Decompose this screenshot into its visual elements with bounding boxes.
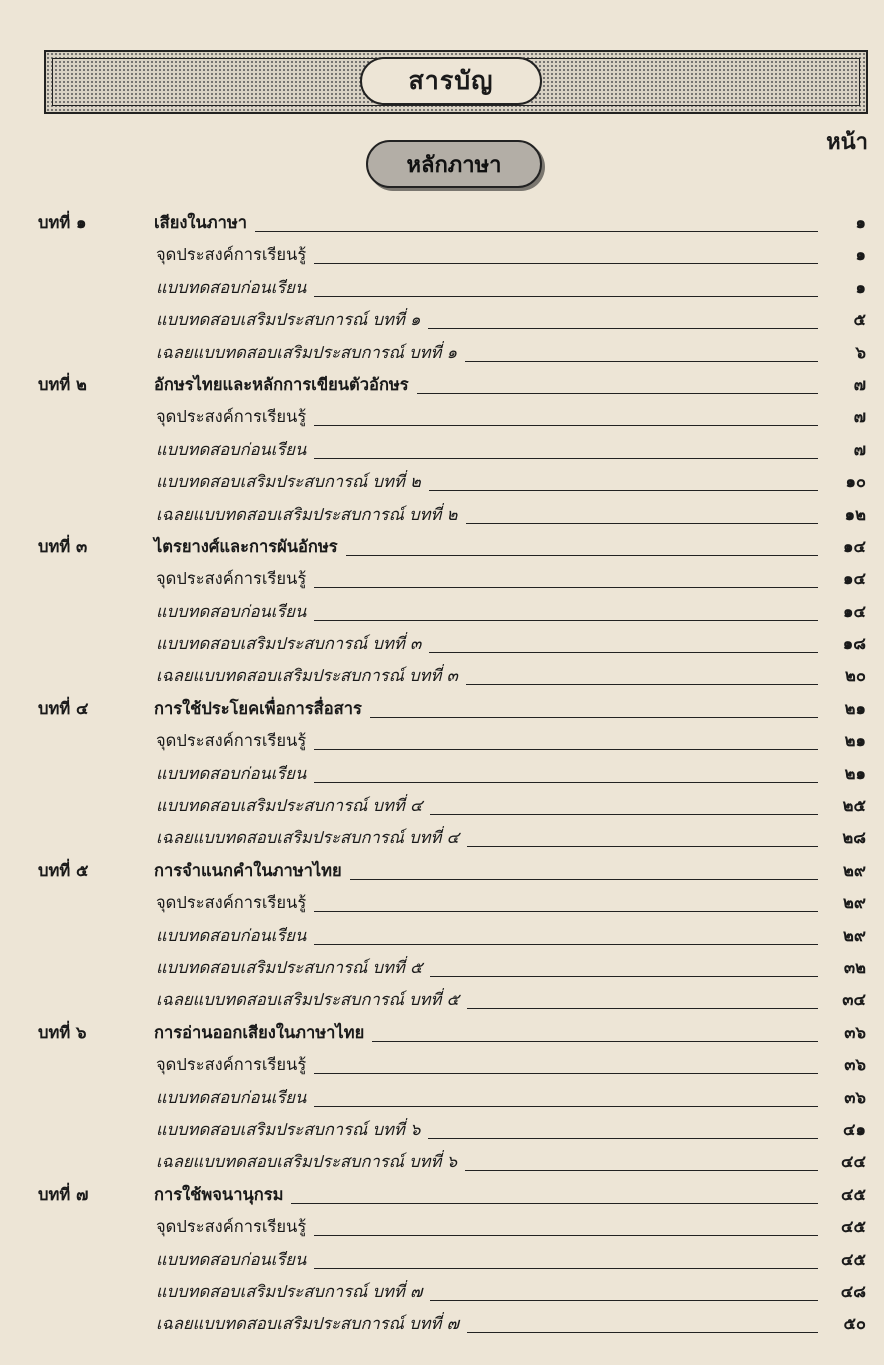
- page-number: ๓๖: [844, 1087, 866, 1107]
- toc-entry: [156, 955, 818, 981]
- page-title: สารบัญ: [360, 57, 542, 105]
- toc-entry: [156, 825, 818, 851]
- leader-line: [428, 1137, 818, 1139]
- item-title: แบบทดสอบก่อนเรียน: [156, 763, 307, 783]
- chapter-label: บทที่ ๑: [38, 213, 87, 232]
- leader-line: [291, 1202, 818, 1204]
- leader-line: [467, 1007, 818, 1009]
- toc-entry: [156, 631, 818, 657]
- leader-line: [465, 1169, 818, 1171]
- toc-item-row: [0, 1145, 884, 1177]
- toc-entry: [156, 1117, 818, 1143]
- toc-chapter-row: [0, 854, 884, 886]
- chapter-label: บทที่ ๗: [38, 1184, 89, 1204]
- toc-item-row: [0, 789, 884, 821]
- toc-entry: [156, 1085, 818, 1111]
- item-title: จุดประสงค์การเรียนรู้: [156, 569, 307, 589]
- toc-chapter-row: [0, 530, 884, 562]
- page-number: ๗: [853, 439, 866, 459]
- toc-entry: [156, 1052, 818, 1078]
- page-number: ๗: [853, 374, 866, 394]
- page-number: ๒๑: [844, 763, 866, 783]
- toc-item-row: [0, 562, 884, 594]
- toc-entry: [156, 1279, 818, 1305]
- toc-entry: [156, 340, 818, 366]
- leader-line: [350, 878, 818, 880]
- toc-item-row: [0, 724, 884, 756]
- chapter-label: บทที่ ๖: [38, 1022, 87, 1042]
- leader-line: [428, 327, 818, 329]
- toc-item-row: [0, 951, 884, 983]
- leader-line: [372, 1040, 818, 1042]
- leader-line: [430, 813, 818, 815]
- page-number: ๑: [855, 245, 866, 265]
- page-number: ๔๕: [841, 1249, 866, 1269]
- item-title: จุดประสงค์การเรียนรู้: [156, 1055, 307, 1075]
- page-number: ๑๘: [842, 634, 866, 654]
- toc-entry: [156, 890, 818, 916]
- item-title: เฉลยแบบทดสอบเสริมประสบการณ์ บทที่ ๓: [156, 666, 458, 686]
- toc-item-row: [0, 821, 884, 853]
- chapter-title: อักษรไทยและหลักการเขียนตัวอักษร: [154, 374, 409, 394]
- item-title: เฉลยแบบทดสอบเสริมประสบการณ์ บทที่ ๒: [156, 504, 458, 524]
- page-number: ๕: [853, 310, 866, 330]
- leader-line: [346, 554, 818, 556]
- item-title: เฉลยแบบทดสอบเสริมประสบการณ์ บทที่ ๕: [156, 990, 460, 1010]
- page-number: ๒๙: [843, 925, 866, 945]
- page-number: ๒๙: [843, 860, 866, 880]
- leader-line: [314, 424, 818, 426]
- item-title: เฉลยแบบทดสอบเสริมประสบการณ์ บทที่ ๖: [156, 1152, 458, 1172]
- chapter-label: บทที่ ๔: [38, 698, 89, 718]
- toc-chapter-row: [0, 368, 884, 400]
- toc-entry: [154, 1182, 818, 1208]
- leader-line: [314, 1105, 818, 1107]
- toc-entry: [156, 599, 818, 625]
- leader-line: [314, 781, 818, 783]
- item-title: เฉลยแบบทดสอบเสริมประสบการณ์ บทที่ ๑: [156, 342, 458, 362]
- item-title: แบบทดสอบเสริมประสบการณ์ บทที่ ๗: [156, 1281, 423, 1301]
- item-title: แบบทดสอบเสริมประสบการณ์ บทที่ ๑: [156, 310, 421, 330]
- toc-entry: [156, 1149, 818, 1175]
- toc-entry: [154, 534, 818, 560]
- toc-item-row: [0, 336, 884, 368]
- toc-item-row: [0, 465, 884, 497]
- item-title: แบบทดสอบก่อนเรียน: [156, 1087, 307, 1107]
- toc-entry: [156, 566, 818, 592]
- toc-entry: [156, 1214, 818, 1240]
- item-title: แบบทดสอบเสริมประสบการณ์ บทที่ ๓: [156, 634, 422, 654]
- leader-line: [466, 683, 818, 685]
- toc-entry: [156, 1311, 818, 1337]
- item-title: แบบทดสอบก่อนเรียน: [156, 1249, 307, 1269]
- page-column-label: หน้า: [826, 129, 868, 155]
- item-title: แบบทดสอบเสริมประสบการณ์ บทที่ ๒: [156, 472, 421, 492]
- item-title: แบบทดสอบก่อนเรียน: [156, 925, 307, 945]
- toc-entry: [156, 663, 818, 689]
- leader-line: [314, 619, 818, 621]
- leader-line: [314, 910, 818, 912]
- page-number: ๔๘: [840, 1281, 866, 1301]
- page-number: ๔๕: [841, 1184, 866, 1204]
- page-number: ๑๔: [843, 601, 866, 621]
- leader-line: [314, 1267, 818, 1269]
- toc-entry: [156, 437, 818, 463]
- leader-line: [430, 975, 818, 977]
- toc-item-row: [0, 400, 884, 432]
- toc-entry: [156, 793, 818, 819]
- chapter-title: เสียงในภาษา: [154, 213, 248, 232]
- leader-line: [417, 392, 818, 394]
- item-title: จุดประสงค์การเรียนรู้: [156, 245, 307, 265]
- toc-item-row: [0, 1081, 884, 1113]
- page-number: ๑๒: [844, 504, 866, 524]
- leader-line: [429, 651, 818, 653]
- chapter-title: ไตรยางศ์และการผันอักษร: [154, 536, 338, 556]
- page-number: ๒๐: [845, 666, 866, 686]
- leader-line: [314, 1072, 818, 1074]
- toc-item-row: [0, 1210, 884, 1242]
- toc-entry: [156, 242, 818, 268]
- toc-item-row: [0, 303, 884, 335]
- toc-item-row: [0, 919, 884, 951]
- toc-entry: [154, 1020, 818, 1046]
- toc-entry: [154, 858, 818, 884]
- toc-entry: [156, 275, 818, 301]
- page-number: ๗: [853, 407, 866, 427]
- toc-item-row: [0, 1113, 884, 1145]
- page-number: ๓๒: [843, 957, 866, 977]
- page-number: ๑๔: [843, 536, 866, 556]
- toc-entry: [154, 696, 818, 722]
- toc-chapter-row: [0, 206, 884, 238]
- item-title: เฉลยแบบทดสอบเสริมประสบการณ์ บทที่ ๔: [156, 828, 460, 848]
- chapter-label: บทที่ ๕: [38, 860, 89, 880]
- toc-entry: [156, 404, 818, 430]
- leader-line: [314, 943, 818, 945]
- chapter-label: บทที่ ๓: [38, 536, 88, 556]
- toc-item-row: [0, 433, 884, 465]
- toc-item-row: [0, 1243, 884, 1275]
- page-number: ๓๖: [844, 1022, 866, 1042]
- page-number: ๑๔: [843, 569, 866, 589]
- leader-line: [467, 1331, 818, 1333]
- leader-line: [314, 586, 818, 588]
- leader-line: [314, 1234, 818, 1236]
- toc-item-row: [0, 595, 884, 627]
- page-number: ๒๑: [844, 731, 866, 751]
- page-number: ๕๐: [843, 1314, 866, 1334]
- item-title: แบบทดสอบเสริมประสบการณ์ บทที่ ๔: [156, 796, 423, 816]
- toc-item-row: [0, 238, 884, 270]
- toc-entry: [156, 987, 818, 1013]
- toc-chapter-row: [0, 1016, 884, 1048]
- toc-item-row: [0, 498, 884, 530]
- page-number: ๔๕: [841, 1217, 866, 1237]
- toc-entry: [156, 761, 818, 787]
- leader-line: [465, 360, 818, 362]
- page-number: ๓๖: [844, 1055, 866, 1075]
- chapter-title: การใช้ประโยคเพื่อการสื่อสาร: [154, 698, 362, 718]
- page-number: ๑๐: [845, 472, 866, 492]
- page-number: ๒๕: [842, 796, 866, 816]
- chapter-title: การจำแนกคำในภาษาไทย: [154, 860, 342, 880]
- table-of-contents: [0, 206, 884, 1340]
- leader-line: [255, 230, 818, 232]
- item-title: แบบทดสอบก่อนเรียน: [156, 277, 307, 297]
- item-title: เฉลยแบบทดสอบเสริมประสบการณ์ บทที่ ๗: [156, 1314, 460, 1334]
- leader-line: [370, 716, 818, 718]
- leader-line: [314, 295, 818, 297]
- chapter-title: การใช้พจนานุกรม: [154, 1184, 284, 1204]
- item-title: แบบทดสอบก่อนเรียน: [156, 601, 307, 621]
- item-title: จุดประสงค์การเรียนรู้: [156, 893, 307, 913]
- leader-line: [314, 262, 818, 264]
- leader-line: [314, 457, 818, 459]
- toc-entry: [156, 307, 818, 333]
- item-title: แบบทดสอบก่อนเรียน: [156, 439, 307, 459]
- item-title: จุดประสงค์การเรียนรู้: [156, 407, 307, 427]
- leader-line: [467, 845, 818, 847]
- page-number: ๔๔: [841, 1152, 866, 1172]
- page-number: ๔๑: [843, 1119, 866, 1139]
- leader-line: [429, 489, 818, 491]
- page-number: ๖: [855, 342, 866, 362]
- page-number: ๒๙: [843, 893, 866, 913]
- leader-line: [466, 522, 819, 524]
- chapter-label: บทที่ ๒: [38, 374, 87, 394]
- toc-chapter-row: [0, 1178, 884, 1210]
- item-title: จุดประสงค์การเรียนรู้: [156, 1217, 307, 1237]
- toc-entry: [156, 1247, 818, 1273]
- toc-item-row: [0, 659, 884, 691]
- toc-entry: [156, 469, 818, 495]
- page-number: ๓๔: [842, 990, 866, 1010]
- leader-line: [430, 1299, 818, 1301]
- toc-item-row: [0, 271, 884, 303]
- toc-item-row: [0, 757, 884, 789]
- toc-item-row: [0, 1307, 884, 1339]
- toc-entry: [156, 923, 818, 949]
- leader-line: [314, 748, 818, 750]
- toc-entry: [156, 502, 818, 528]
- toc-item-row: [0, 1275, 884, 1307]
- toc-item-row: [0, 1048, 884, 1080]
- chapter-title: การอ่านออกเสียงในภาษาไทย: [154, 1022, 365, 1042]
- toc-item-row: [0, 983, 884, 1015]
- page-number: ๒๑: [844, 698, 866, 718]
- toc-entry: [154, 372, 818, 398]
- page-number: ๑: [855, 277, 866, 297]
- item-title: แบบทดสอบเสริมประสบการณ์ บทที่ ๕: [156, 957, 423, 977]
- page-number: ๑: [855, 213, 866, 232]
- toc-entry: [156, 728, 818, 754]
- page-number: ๒๘: [842, 828, 866, 848]
- section-title: หลักภาษา: [366, 140, 542, 188]
- item-title: แบบทดสอบเสริมประสบการณ์ บทที่ ๖: [156, 1119, 421, 1139]
- toc-chapter-row: [0, 692, 884, 724]
- toc-item-row: [0, 627, 884, 659]
- toc-entry: [154, 210, 818, 236]
- toc-item-row: [0, 886, 884, 918]
- item-title: จุดประสงค์การเรียนรู้: [156, 731, 307, 751]
